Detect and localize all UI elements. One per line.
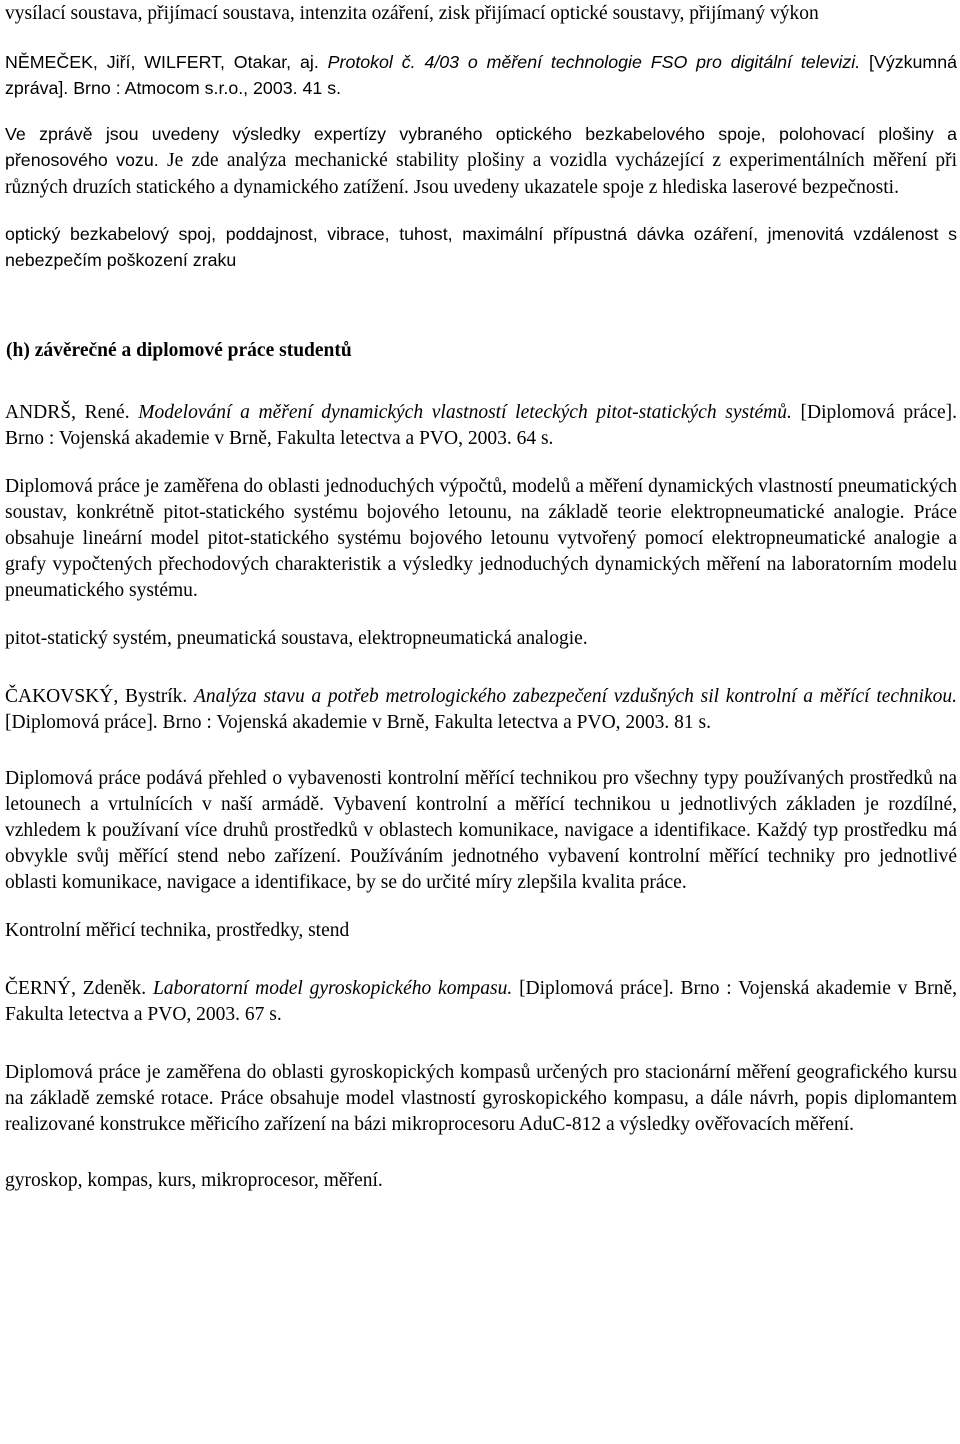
citation-title: Protokol č. 4/03 o měření technologie FSO pro digitální televizi. (327, 52, 861, 72)
abstract-nemecek (5, 121, 957, 201)
section-heading: (h) závěrečné a diplomové práce studentů (6, 340, 352, 361)
thesis-details: [Diplomová práce]. Brno : Vojenská akademie v Brně, Fakulta letectva a PVO, 2003. 67 s. (5, 978, 957, 1025)
abstract-cerny: Diplomová práce je zaměřena do oblasti gyroskopických kompasů určených pro stacionární měření geografického kursu na základě zemské rotace. Práce obsahuje model vlastností gyroskopického kompasu, a dále návrh, popis diplomantem realizované konstrukce měřicího zařízení na bázi mikroprocesoru AduC-812 a výsledky ověřovacích měření. (5, 1062, 957, 1135)
thesis-author: ANDRŠ, René. (5, 402, 130, 423)
abstract-andrs: Diplomová práce je zaměřena do oblasti jednoduchých výpočtů, modelů a měření dynamických vlastností pneumatických soustav, konkrétně pitot-statického systému bojového letounu, na základě teorie elektropneumatické analogie. Práce obsahuje lineární model pitot-statického systému bojového letounu vytvořený pomocí elektropneumatické analogie a grafy vypočtených přechodových charakteristik a výsledky jednoduchých dynamických měření na laboratorním modelu pneumatického systému. (5, 476, 957, 601)
citation-author: NĚMEČEK, Jiří, WILFERT, Otakar, aj. (5, 52, 319, 72)
thesis-title: Laboratorní model gyroskopického kompasu. (152, 978, 513, 999)
keywords-cerny: gyroskop, kompas, kurs, mikroprocesor, měření. (5, 1170, 383, 1191)
thesis-details: [Diplomová práce]. Brno : Vojenská akademie v Brně, Fakulta letectva a PVO, 2003. 81 s. (5, 712, 711, 733)
abstract-sans-part: Ve zprávě jsou uvedeny výsledky expertízy vybraného optického bezkabelového spoje, polohovací plošiny a přenosového vozu. (5, 124, 957, 170)
citation-details: [Výzkumná zpráva]. Brno : Atmocom s.r.o., 2003. 41 s. (5, 52, 957, 98)
document-page (5, 1, 957, 1194)
keywords-cakovsky: Kontrolní měřicí technika, prostředky, stend (5, 920, 350, 941)
citation-cerny (5, 976, 957, 1028)
abstract-serif-part: Je zde analýza mechanické stability plošiny a vozidla vycházející z experimentálních měření při různých druzích statického a dynamického zatížení. Jsou uvedeny ukazatele spoje z hlediska laserové bezpečnosti. (5, 150, 957, 198)
abstract-cakovsky: Diplomová práce podává přehled o vybavenosti kontrolní měřící technikou pro všechny typy používaných prostředků na letounech a vrtulnících v naší armádě. Vybavení kontrolní a měřící technikou u jednotlivých základen je rozdílné, vzhledem k používaní více druhů prostředků v oblastech komunikace, navigace a identifikace. Každý typ prostředku má obvykle svůj měřící stend nebo zařízení. Používáním jednotného vybavení kontrolní měřící techniky pro jednotlivé oblasti komunikace, navigace a identifikace, by se do určité míry zlepšila kvalita práce. (5, 768, 957, 893)
thesis-author: ČERNÝ, Zdeněk. (5, 978, 147, 999)
thesis-title: Analýza stavu a potřeb metrologického zabezpečení vzdušných sil kontrolní a měřící technikou. (193, 686, 957, 707)
citation-nemecek (5, 49, 957, 101)
citation-cakovsky (5, 684, 957, 736)
citation-andrs (5, 400, 957, 452)
thesis-title: Modelování a měření dynamických vlastností leteckých pitot-statických systémů. (138, 402, 792, 423)
keywords-fso: optický bezkabelový spoj, poddajnost, vibrace, tuhost, maximální přípustná dávka ozáření, jmenovitá vzdálenost s nebezpečím poškození zraku (5, 224, 957, 270)
keywords-andrs: pitot-statický systém, pneumatická soustava, elektropneumatická analogie. (5, 628, 588, 649)
keywords-fso-transmission: vysílací soustava, přijímací soustava, intenzita ozáření, zisk přijímací optické soustavy, přijímaný výkon (5, 3, 819, 24)
thesis-details: [Diplomová práce]. Brno : Vojenská akademie v Brně, Fakulta letectva a PVO, 2003. 64 s. (5, 402, 958, 449)
thesis-author: ČAKOVSKÝ, Bystrík. (5, 686, 188, 707)
